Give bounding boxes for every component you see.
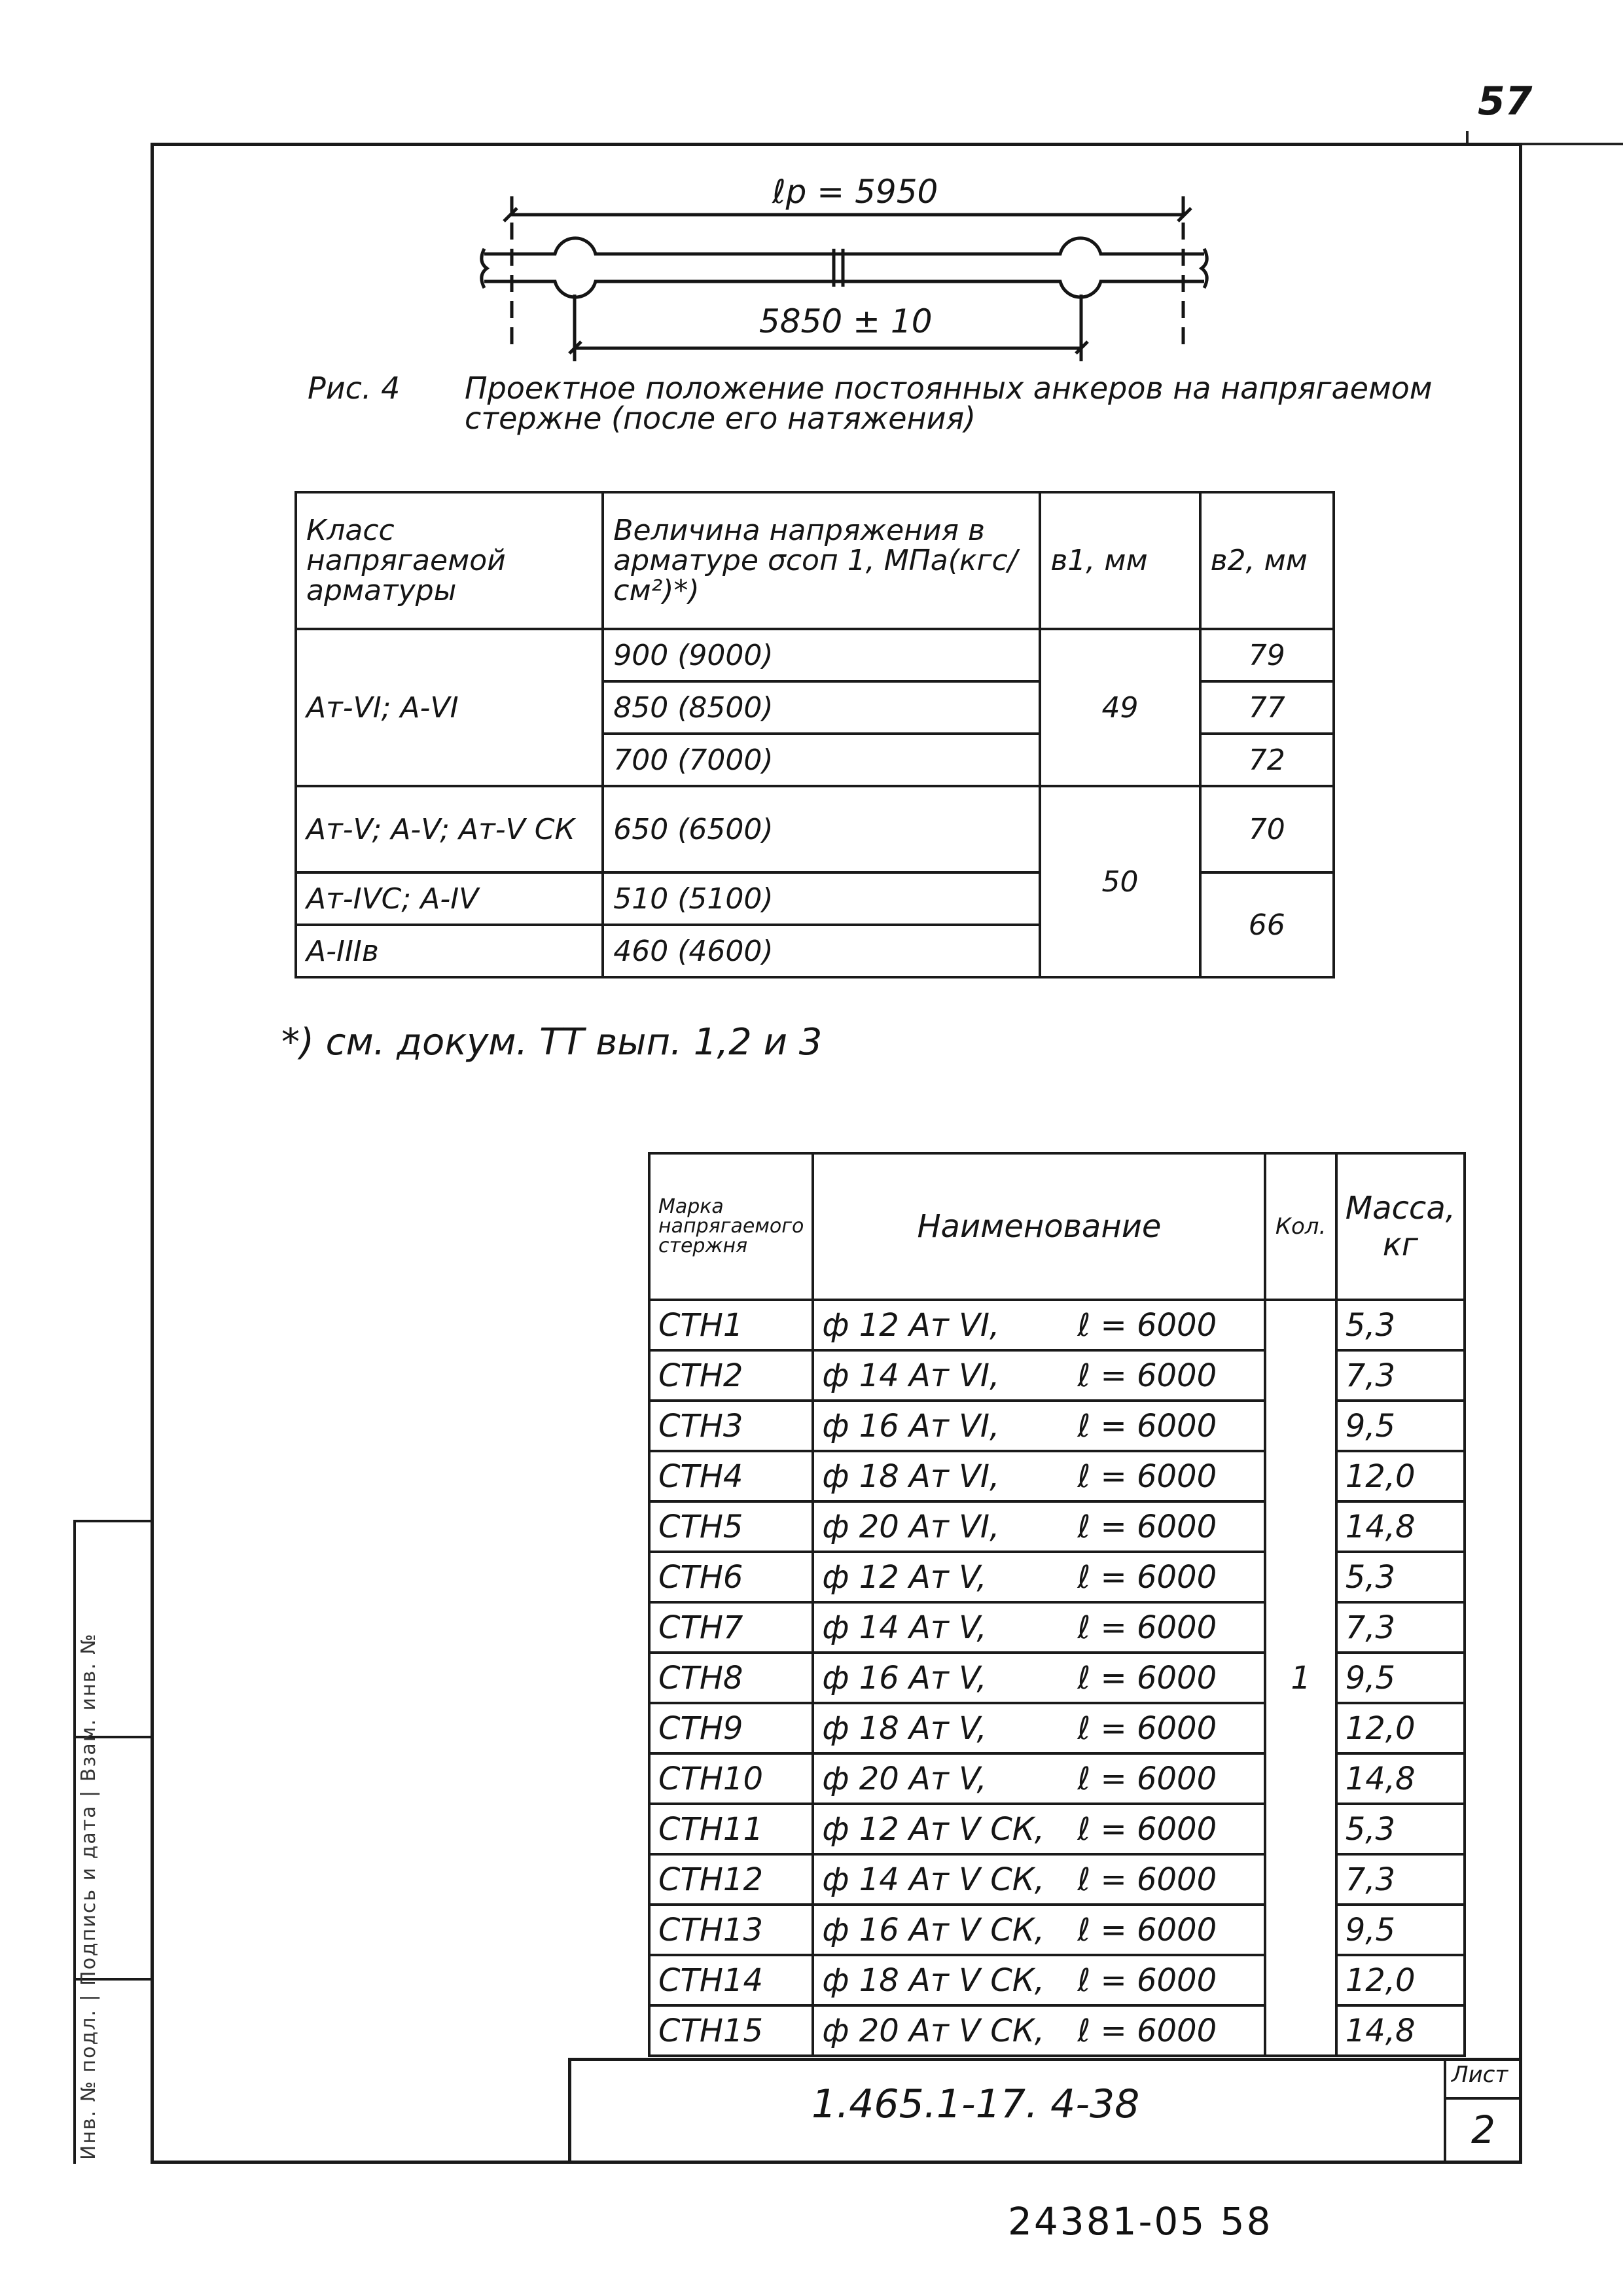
name-cell [813, 1804, 1265, 1854]
page-number-rule [1466, 131, 1469, 144]
mark-cell: СТН10 [649, 1753, 813, 1804]
b2-cell: 77 [1200, 681, 1334, 734]
class-cell: А-IIIв [296, 925, 603, 977]
stress-table-header [296, 492, 1334, 629]
mass-cell: 7,3 [1336, 1350, 1465, 1401]
header-class: Класс напрягаемой арматуры [296, 492, 603, 629]
name-cell [813, 1501, 1265, 1552]
rod-length: ℓ = 6000 [1077, 1508, 1217, 1545]
stress-cell: 650 (6500) [603, 786, 1040, 872]
rod-length: ℓ = 6000 [1077, 1911, 1217, 1948]
rod-spec: ф 12 Ат V, [822, 1558, 987, 1596]
rod-spec: ф 12 Ат V СК, [822, 1810, 1045, 1848]
mass-cell: 14,8 [1336, 1753, 1465, 1804]
table-row [296, 629, 1334, 681]
class-cell: Ат-IVС; А-IV [296, 872, 603, 925]
rod-spec: ф 16 Ат V СК, [822, 1911, 1045, 1948]
rod-spec: ф 14 Ат VI, [822, 1357, 1000, 1394]
mark-cell: СТН13 [649, 1905, 813, 1955]
mark-cell: СТН12 [649, 1854, 813, 1905]
rod-spec: ф 14 Ат V, [822, 1609, 987, 1646]
document-code: 1.465.1-17. 4-38 [812, 2081, 1140, 2127]
mass-cell: 9,5 [1336, 1401, 1465, 1451]
rod-spec: ф 18 Ат V, [822, 1710, 987, 1747]
rod-length: ℓ = 6000 [1077, 1558, 1217, 1596]
mass-cell: 7,3 [1336, 1854, 1465, 1905]
mark-cell: СТН5 [649, 1501, 813, 1552]
name-cell [813, 1653, 1265, 1703]
name-cell [813, 1300, 1265, 1350]
mark-cell: СТН6 [649, 1552, 813, 1602]
rod-anchor-figure [458, 157, 1243, 380]
b2-cell: 66 [1200, 872, 1334, 977]
class-cell: Ат-VI; А-VI [296, 629, 603, 786]
header-mark: Марка напрягаемого стержня [649, 1153, 813, 1300]
b2-cell: 70 [1200, 786, 1334, 872]
rod-length: ℓ = 6000 [1077, 1760, 1217, 1797]
stress-table [294, 491, 1335, 978]
mass-cell: 5,3 [1336, 1300, 1465, 1350]
table-row [649, 1602, 1465, 1653]
rod-spec: ф 12 Ат VI, [822, 1306, 1000, 1344]
header-b2: в2, мм [1200, 492, 1334, 629]
rod-spec: ф 16 Ат V, [822, 1659, 987, 1696]
rod-spec: ф 18 Ат V СК, [822, 1962, 1045, 1999]
mass-cell: 12,0 [1336, 1955, 1465, 2005]
name-cell [813, 2005, 1265, 2056]
rod-length: ℓ = 6000 [1077, 1458, 1217, 1495]
rod-length: ℓ = 6000 [1077, 1357, 1217, 1394]
table-row [649, 1804, 1465, 1854]
name-cell [813, 1955, 1265, 2005]
class-cell: Ат-V; А-V; Ат-V СК [296, 786, 603, 872]
stress-cell: 850 (8500) [603, 681, 1040, 734]
rod-spec: ф 20 Ат V СК, [822, 2012, 1045, 2049]
mark-cell: СТН7 [649, 1602, 813, 1653]
sheet-label: Лист [1452, 2062, 1508, 2088]
mass-cell: 5,3 [1336, 1804, 1465, 1854]
rod-length: ℓ = 6000 [1077, 1407, 1217, 1444]
header-stress: Величина напряжения в арматуре σсоп 1, МПа(кгс/см²)*) [603, 492, 1040, 629]
qty-cell: 1 [1265, 1300, 1336, 2056]
mass-cell: 7,3 [1336, 1602, 1465, 1653]
rod-length: ℓ = 6000 [1077, 1306, 1217, 1344]
stress-cell: 900 (9000) [603, 629, 1040, 681]
rod-spec: ф 20 Ат VI, [822, 1508, 1000, 1545]
mass-cell: 14,8 [1336, 1501, 1465, 1552]
mark-cell: СТН4 [649, 1451, 813, 1501]
sheet-divider [1444, 2097, 1522, 2100]
mass-cell: 12,0 [1336, 1703, 1465, 1753]
name-cell [813, 1451, 1265, 1501]
sheet-number: 2 [1471, 2108, 1495, 2152]
figure-number: Рис. 4 [308, 370, 401, 406]
name-cell [813, 1602, 1265, 1653]
rod-length: ℓ = 6000 [1077, 1659, 1217, 1696]
header-mass: Масса, кг [1336, 1153, 1465, 1300]
rod-length: ℓ = 6000 [1077, 1710, 1217, 1747]
header-name: Наименование [813, 1153, 1265, 1300]
figure-title: Проектное положение постоянных анкеров на напрягаемом стержне (после его натяжения) [465, 370, 1433, 436]
rod-spec: ф 14 Ат V СК, [822, 1861, 1045, 1898]
rods-table-header [649, 1153, 1465, 1300]
mark-cell: СТН15 [649, 2005, 813, 2056]
b2-cell: 79 [1200, 629, 1334, 681]
rod-spec: ф 16 Ат VI, [822, 1407, 1000, 1444]
table-row [649, 1854, 1465, 1905]
table-row [296, 786, 1334, 872]
table-row [649, 1753, 1465, 1804]
stress-table-footnote: *) см. докум. ТТ вып. 1,2 и 3 [281, 1021, 823, 1064]
table-row [649, 1955, 1465, 2005]
table-row [649, 1552, 1465, 1602]
table-row [649, 1350, 1465, 1401]
mass-cell: 12,0 [1336, 1451, 1465, 1501]
header-qty: Кол. [1265, 1153, 1336, 1300]
stress-cell: 460 (4600) [603, 925, 1040, 977]
header-b1: в1, мм [1040, 492, 1200, 629]
rod-length: ℓ = 6000 [1077, 2012, 1217, 2049]
table-row [649, 1703, 1465, 1753]
b1-cell: 49 [1040, 629, 1200, 786]
mass-cell: 9,5 [1336, 1653, 1465, 1703]
mark-cell: СТН11 [649, 1804, 813, 1854]
margin-labels: Инв. № подл. | Подпись и дата | Взам. инв. № [77, 1632, 100, 2160]
mark-cell: СТН2 [649, 1350, 813, 1401]
rod-spec: ф 20 Ат V, [822, 1760, 987, 1797]
mass-cell: 14,8 [1336, 2005, 1465, 2056]
page-number: 57 [1478, 79, 1533, 124]
table-row [649, 1905, 1465, 1955]
table-row [649, 1653, 1465, 1703]
rod-length: ℓ = 6000 [1077, 1810, 1217, 1848]
name-cell [813, 1854, 1265, 1905]
rod-length: ℓ = 6000 [1077, 1962, 1217, 1999]
rods-table [648, 1152, 1466, 2057]
name-cell [813, 1350, 1265, 1401]
mass-cell: 5,3 [1336, 1552, 1465, 1602]
name-cell [813, 1753, 1265, 1804]
table-row [649, 1300, 1465, 1350]
archive-number: 24381-05 58 [1008, 2199, 1273, 2244]
name-cell [813, 1401, 1265, 1451]
name-cell [813, 1703, 1265, 1753]
mark-cell: СТН8 [649, 1653, 813, 1703]
dimension-bottom-label: 5850 ± 10 [759, 302, 933, 340]
table-row [649, 1501, 1465, 1552]
b1-cell: 50 [1040, 786, 1200, 977]
mark-cell: СТН1 [649, 1300, 813, 1350]
rod-length: ℓ = 6000 [1077, 1609, 1217, 1646]
name-cell [813, 1905, 1265, 1955]
margin-line [73, 1520, 76, 2164]
mass-cell: 9,5 [1336, 1905, 1465, 1955]
mark-cell: СТН3 [649, 1401, 813, 1451]
table-row [649, 1451, 1465, 1501]
b2-cell: 72 [1200, 734, 1334, 786]
mark-cell: СТН14 [649, 1955, 813, 2005]
table-row [649, 1401, 1465, 1451]
dimension-top-label: ℓр = 5950 [772, 173, 938, 211]
name-cell [813, 1552, 1265, 1602]
mark-cell: СТН9 [649, 1703, 813, 1753]
stress-cell: 700 (7000) [603, 734, 1040, 786]
rod-spec: ф 18 Ат VI, [822, 1458, 1000, 1495]
rod-length: ℓ = 6000 [1077, 1861, 1217, 1898]
table-row [649, 2005, 1465, 2056]
stress-cell: 510 (5100) [603, 872, 1040, 925]
